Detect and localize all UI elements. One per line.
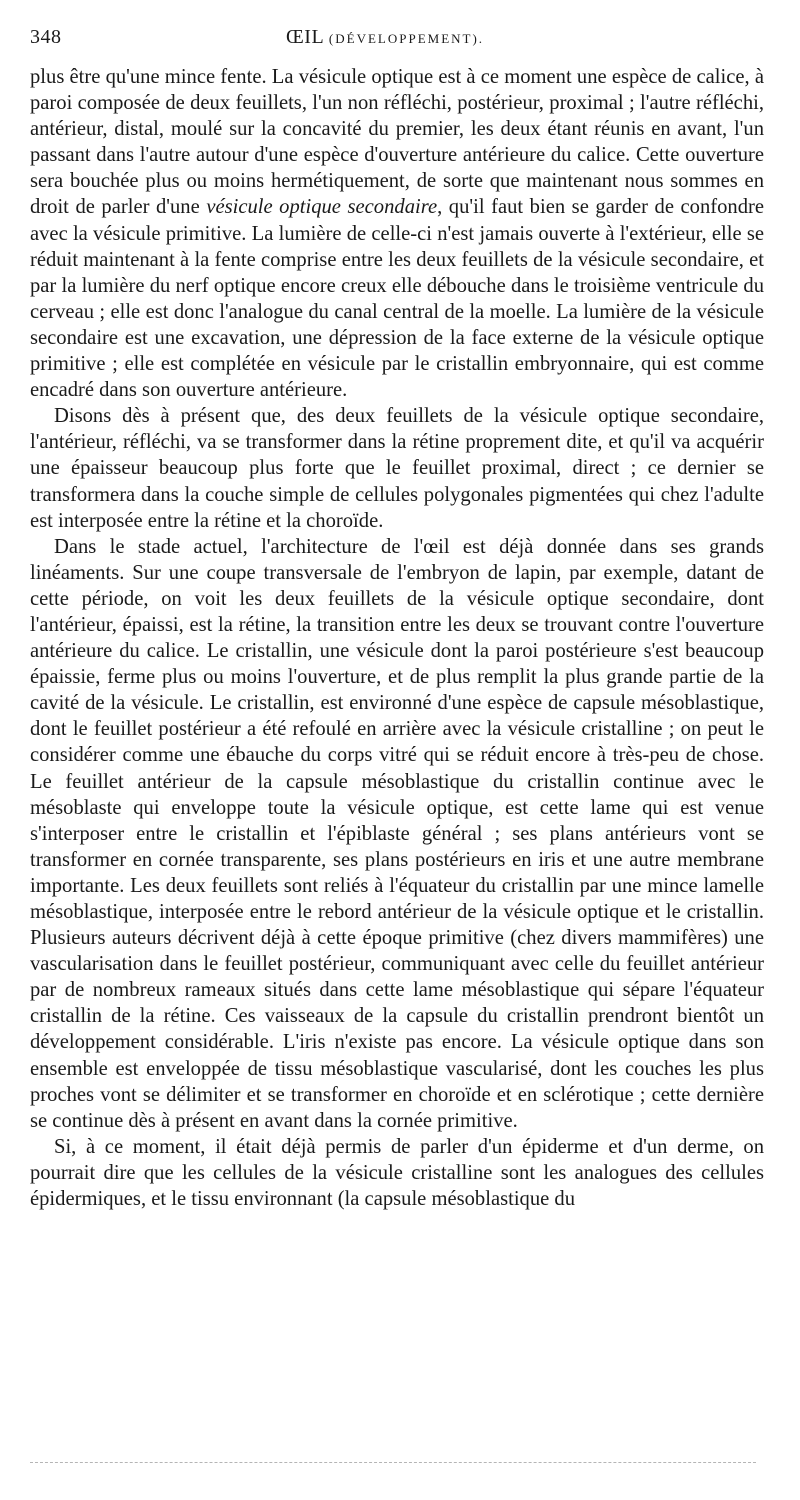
italic-term: vésicule optique secondaire <box>206 196 438 219</box>
body-text <box>30 64 764 1212</box>
paragraph-2: Disons dès à présent que, des deux feuillets de la vésicule optique secondaire, l'antérieur, réfléchi, va se transformer dans la rétine proprement dite, et qu'il va acquérir une épaisseur beaucoup plus forte que le feuillet proximal, direct ; ce dernier se transformera dans la couche simple de cellules polygonales pigmentées qui chez l'adulte est interposée entre la rétine et la choroïde. <box>30 405 764 532</box>
paragraph-4: Si, à ce moment, il était déjà permis de parler d'un épiderme et d'un derme, on pourrait dire que les cellules de la vésicule cristalline sont les analogues des cellules épidermiques, et le tissu environnant (la capsule mésoblastique du <box>30 1135 764 1211</box>
running-header <box>30 26 764 60</box>
paragraph-3: Dans le stade actuel, l'architecture de l'œil est déjà donnée dans ses grands linéaments. Sur une coupe transversale de l'embryon de lapin, par exemple, datant de cette période, on voit les deux feuillets de la vésicule optique secondaire, dont l'antérieur, épaissi, est la rétine, la transition entre les deux se trouvant contre l'ouverture antérieure du calice. Le cristallin, une vésicule dont la paroi postérieure s'est beaucoup épaissie, ferme plus ou moins l'ouverture, et de plus remplit la plus grande partie de la cavité de la vésicule. Le cristallin, est environné d'une espèce de capsule mésoblastique, dont le feuillet postérieur a été refoulé en arrière avec la vésicule cristalline ; on peut le considérer comme une ébauche du corps vitré qui se réduit encore à très-peu de chose. Le feuillet antérieur de la capsule mésoblastique du cristallin continue avec le mésoblaste qui enveloppe toute la vésicule optique, est cette lame qui est venue s'interposer entre le cristallin et l'épiblaste général ; ses plans antérieurs vont se transformer en cornée transparente, ses plans postérieurs en iris et une autre membrane importante. Les deux feuillets sont reliés à l'équateur du cristallin par une mince lamelle mésoblastique, interposée entre le rebord antérieur de la vésicule optique et le cristallin. Plusieurs auteurs décrivent déjà à cette époque primitive (chez divers mammifères) une vascularisation dans le feuillet postérieur, communiquant avec celle du feuillet antérieur par de nombreux rameaux situés dans cette lame mésoblastique qui sépare l'équateur cristallin de la rétine. Ces vaisseaux de la capsule du cristallin prendront bientôt un développement considérable. L'iris n'existe pas encore. La vésicule optique dans son ensemble est enveloppée de tissu mésoblastique vascularisé, dont les couches les plus proches vont se délimiter et se transformer en choroïde et en sclérotique ; cette dernière se continue dès à présent en avant dans la cornée primitive. <box>30 535 764 1132</box>
paragraph-1-text-before: plus être qu'une mince fente. La vésicule optique est à ce moment une espèce de calice, à paroi composée de deux feuillets, l'un non réfléchi, postérieur, proximal ; l'autre réfléchi, antérieur, distal, moulé sur la concavité du premier, les deux étant réunis en avant, l'un passant dans l'autre autour d'une espèce d'ouverture antérieure du calice. Cette ouverture sera bouchée plus ou moins hermétiquement, de sorte que maintenant nous sommes en droit de parler d'une <box>30 66 764 219</box>
page-number: 348 <box>30 26 62 48</box>
document-page <box>30 26 764 1212</box>
footer-rule <box>30 1462 756 1463</box>
running-title-sub: (DÉVELOPPEMENT). <box>328 31 485 46</box>
running-title <box>286 26 484 49</box>
running-title-main: ŒIL <box>286 26 324 48</box>
paragraph-1 <box>30 64 764 403</box>
paragraph-1-text-after: , qu'il faut bien se garder de confondre avec la vésicule primitive. La lumière de celle-ci n'est jamais ouverte à l'extérieur, elle se réduit maintenant à la fente comprise entre les deux feuillets de la vésicule secondaire, et par la lumière du nerf optique encore creux elle débouche dans le troisième ventricule du cerveau ; elle est donc l'analogue du canal central de la moelle. La lumière de la vésicule secondaire est une excavation, une dépression de la face externe de la vésicule optique primitive ; elle est complétée en vésicule par le cristallin embryonnaire, qui est comme encadré dans son ouverture antérieure. <box>30 196 765 402</box>
